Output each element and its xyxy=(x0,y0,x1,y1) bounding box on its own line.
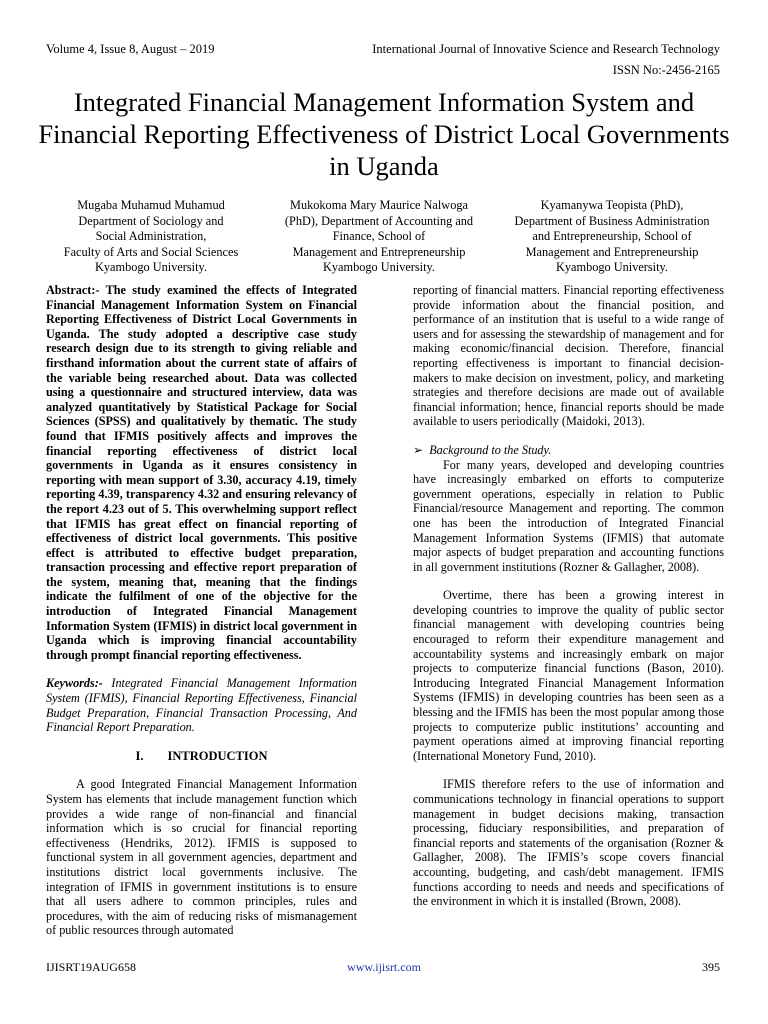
keywords-text: Integrated Financial Management Information System (IFMIS), Financial Reporting Effectiveness, Financial Budget Preparation, Financial Transaction Processing, And Financial Report Preparation. xyxy=(46,676,357,735)
abstract: Abstract:- The study examined the effects of Integrated Financial Management Information System on Financial Reporting Effectiveness of District Local Governments in Uganda. The study adopted a descriptive case study research design due to its strength to giving reliable and firsthand information about the current state of affairs of the variable being researched about. Data was collected using a questionnaire and structured interview, data was analyzed quantitatively by Statistical Package for Social Sciences (SPSS) and qualitatively by thematic. The study found that IFMIS positively affects and improves the financial reporting effectiveness of district local governments in Uganda as it ensures consistency in reporting with mean support of 3.30, accuracy 4.19, timely reporting 4.39, transparency 4.32 and ensuring relevancy of the report 4.23 out of 5. This overwhelming support reflect that IFMIS has great effect on financial reporting of effectiveness of district local governments. This positive effect is attributed to effective budget preparation, transaction processing and effective report preparation of the system, meaning that, meaning that the findings indicate the fulfilment of one of the objective for the introduction of Integrated Financial Management Information System (IFMIS) in district local government in Uganda which is improving financial accountability through prompt financial reporting effectiveness. xyxy=(46,283,357,662)
section-number: I. xyxy=(135,748,144,763)
page-number: 395 xyxy=(702,960,720,974)
author-affiliation-line: Kyambogo University. xyxy=(323,260,435,274)
section-title: INTRODUCTION xyxy=(167,748,268,763)
right-paragraph-4: IFMIS therefore refers to the use of information and communications technology in financial operations to support management in budget decisions making, transaction processing, fiduciary responsibilities, and preparation of financial reports and statements of the organisation (Rozner & Gallagher, 2008). The IFMIS’s scope covers financial accounting, budgeting, and cash/debt management. IFMIS functions according to needs and needs and specifications of the environment in which it is installed (Brown, 2008). xyxy=(413,777,724,909)
author-affiliation-line: Department of Business Administration xyxy=(514,213,710,228)
section-heading-introduction xyxy=(46,749,357,764)
journal-website-link[interactable]: www.ijisrt.com xyxy=(347,960,421,974)
author-affiliation-line: Management and Entrepreneurship xyxy=(292,244,466,259)
author-affiliation-line: Department of Sociology and xyxy=(78,213,224,228)
author-name: Mugaba Muhamud Muhamud xyxy=(77,198,225,212)
keywords xyxy=(46,676,357,734)
author-3 xyxy=(502,198,722,276)
author-2 xyxy=(274,198,484,276)
subsection-title: Background to the Study. xyxy=(429,442,552,457)
issn: ISSN No:-2456-2165 xyxy=(612,63,720,77)
journal-name: International Journal of Innovative Science and Research Technology xyxy=(372,42,720,56)
author-name: Kyamanywa Teopista (PhD), xyxy=(540,198,684,212)
author-affiliation-line: Management and Entrepreneurship xyxy=(525,244,699,259)
subsection-heading xyxy=(413,443,724,458)
author-1 xyxy=(46,198,256,276)
author-name: Mukokoma Mary Maurice Nalwoga xyxy=(290,198,468,212)
author-block xyxy=(46,198,722,276)
article-code: IJISRT19AUG658 xyxy=(46,960,136,974)
author-affiliation-line: Kyambogo University. xyxy=(95,260,207,274)
right-paragraph-3: Overtime, there has been a growing interest in developing countries to improve the quality of public sector financial management with developing countries being encouraged to reform their expenditure management and accountability systems and increasingly embark on major projects to computerize financial functions (Bason, 2010). Introducing Integrated Financial Management Information Systems (IFMIS) in developing countries has been seen as a blessing and the IFMIS has been the most popular among those projects to computerize public institutions’ accounting and payment operations aimed at improving financial reporting (International Monetory Fund, 2010). xyxy=(413,588,724,763)
author-affiliation-line: and Entrepreneurship, School of xyxy=(532,229,692,243)
author-affiliation-line: (PhD), Department of Accounting and xyxy=(284,213,474,228)
arrow-bullet-icon: ➢ xyxy=(413,442,424,457)
paper-title: Integrated Financial Management Information System and Financial Reporting Effectiveness of District Local Governments in Uganda xyxy=(38,87,730,181)
right-column xyxy=(413,283,724,909)
volume-issue: Volume 4, Issue 8, August – 2019 xyxy=(46,42,215,56)
intro-paragraph-1: A good Integrated Financial Management Information System has elements that include management function which provides a wide range of non-financial and financial information which is so crucial for financial reporting effectiveness (Hendriks, 2012). IFMIS is supposed to functional system in all government agencies, department and institutions district local governments inclusive. The integration of IFMIS in government institutions is to ensure that all users adhere to common principles, rules and procedures, with the aim of reducing risks of mismanagement of public resources through automated xyxy=(46,777,357,938)
left-column xyxy=(46,283,357,938)
author-affiliation-line: Finance, School of xyxy=(332,229,426,243)
author-affiliation-line: Kyambogo University. xyxy=(556,260,668,274)
right-paragraph-1: reporting of financial matters. Financial reporting effectiveness provide information about the financial position, and performance of an institution that is useful to a wide range of users and for assessing the stewardship of management and for making economic/financial decision. Therefore, financial reporting effectiveness is important to financial decision-makers to make decision on investment, policy, and marketing strategies and therefore decisions are made out of available financial information; hence, financial reports should be made available to users periodically (Maidoki, 2013). xyxy=(413,283,724,429)
author-affiliation-line: Social Administration, xyxy=(95,229,207,243)
right-paragraph-2: For many years, developed and developing countries have increasingly embarked on efforts to computerize government operations, especially in relation to Public Financial/resource Management and reporting. The common one has been the introduction of Integrated Financial Management Information Systems (IFMIS) that automate major aspects of budget preparation and accounting functions in all government institutions (Rozner & Gallagher, 2008). xyxy=(413,457,724,574)
author-affiliation-line: Faculty of Arts and Social Sciences xyxy=(63,244,239,259)
keywords-label: Keywords:- xyxy=(46,676,103,691)
